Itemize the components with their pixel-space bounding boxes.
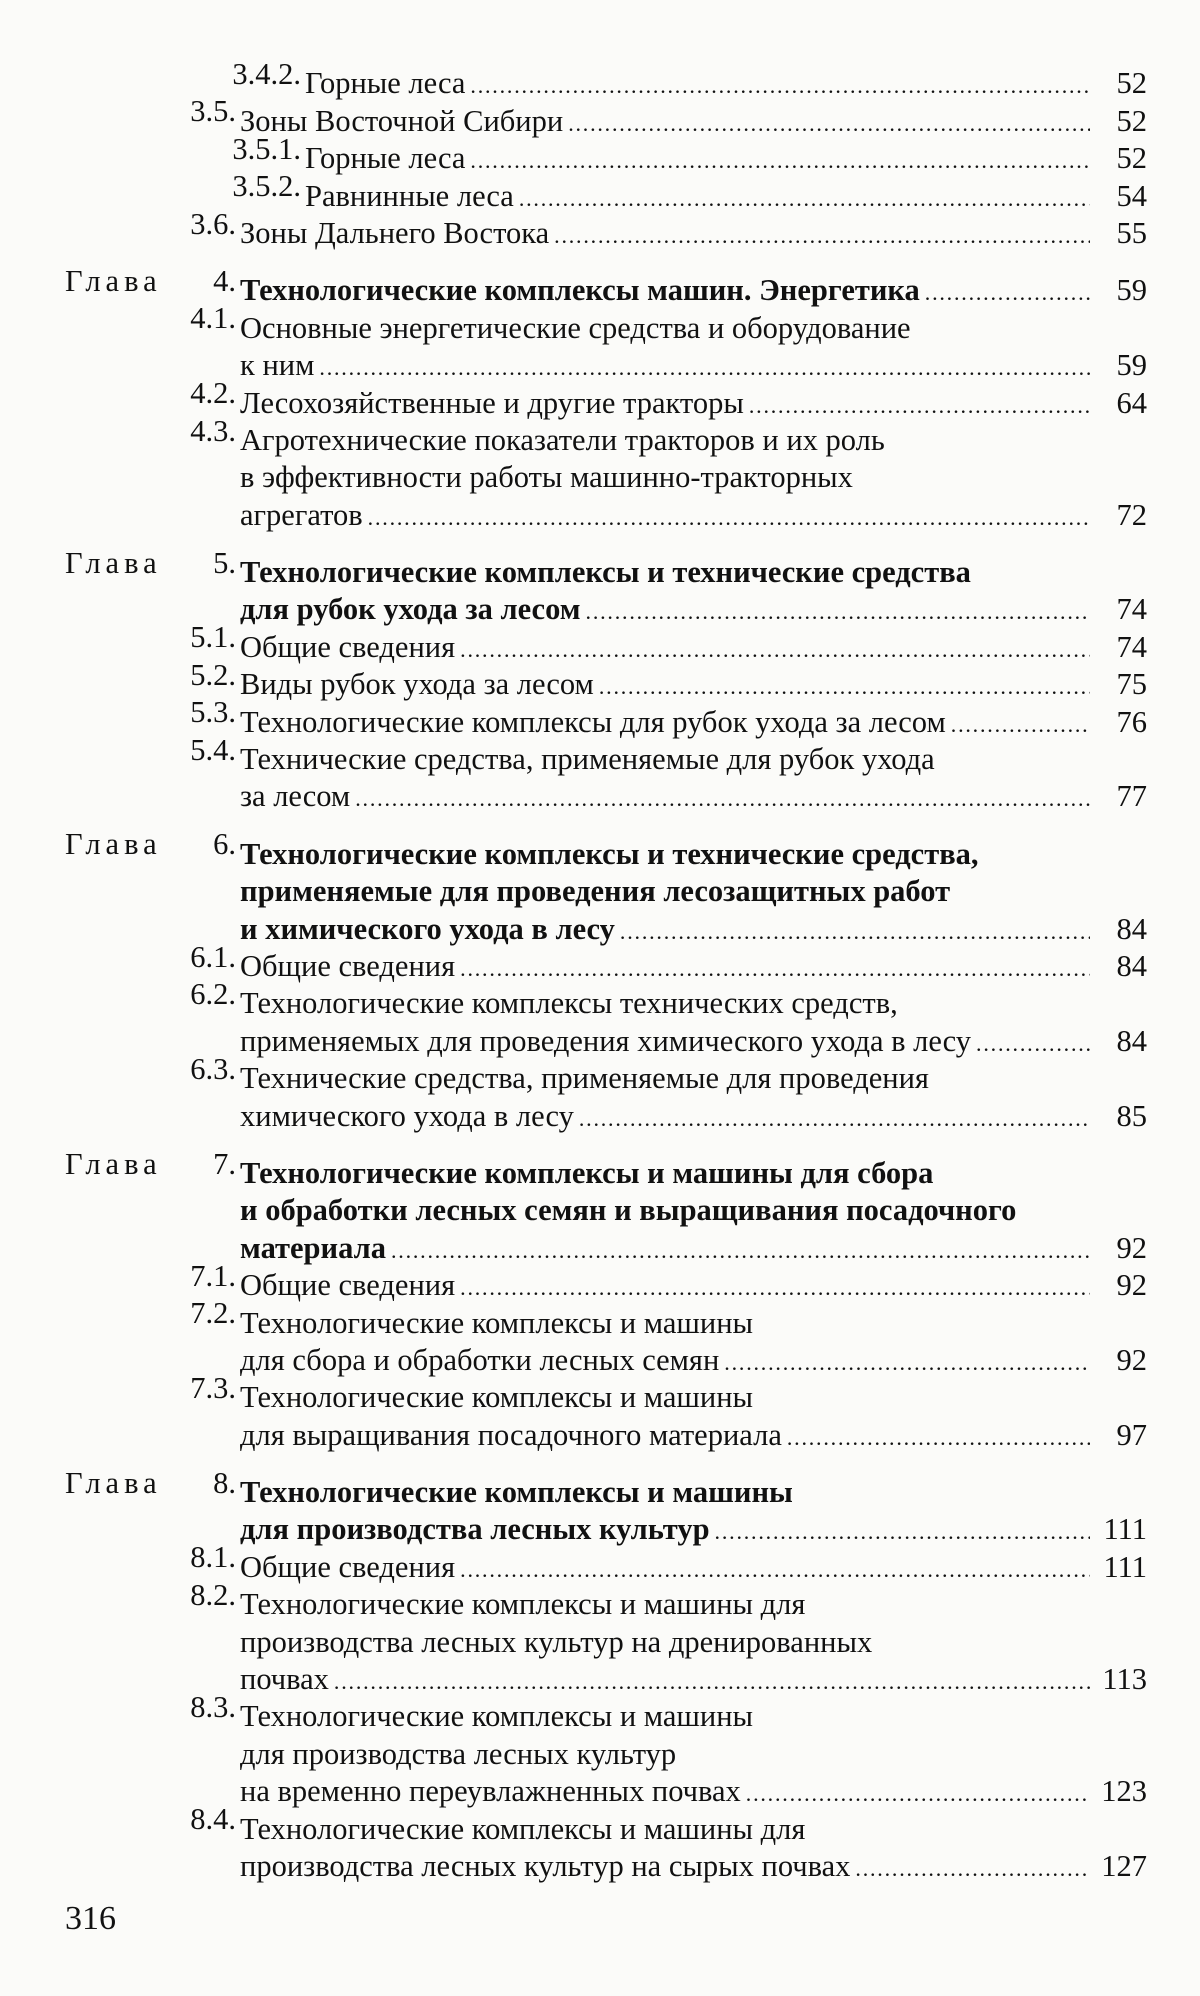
dot-leader: [787, 1419, 1090, 1456]
dot-leader: [976, 1025, 1090, 1062]
toc-chapter: [0, 1465, 1200, 1547]
toc-line: [0, 1465, 1200, 1510]
toc-page: 74: [1116, 629, 1147, 664]
dot-leader: [319, 349, 1090, 386]
toc-title: Лесохозяйственные и другие тракторы: [240, 385, 744, 420]
toc-title: Общие сведения: [240, 1268, 456, 1303]
toc-number: 6.2.: [190, 976, 236, 1011]
dot-leader: [855, 1850, 1090, 1887]
toc-page: 113: [1102, 1662, 1147, 1697]
toc-title: Общие сведения: [240, 629, 456, 664]
toc-title: химического ухода в лесу: [240, 1098, 574, 1133]
toc-line: [0, 826, 1200, 871]
toc-line: [0, 56, 1200, 101]
dot-leader: [925, 274, 1090, 311]
toc-number: 5.4.: [190, 732, 236, 767]
chapter-word: Глава: [65, 1146, 162, 1181]
toc-title: Горные леса: [305, 66, 466, 101]
toc-title: Технические средства, применяемые для проведения: [240, 1061, 929, 1096]
toc-page: 92: [1116, 1342, 1147, 1377]
toc-title: к ним: [240, 348, 315, 383]
toc-title: Технологические комплексы и машины для: [240, 1811, 806, 1846]
toc-title: Технологические комплексы и машины: [240, 1380, 754, 1415]
dot-leader: [391, 1232, 1090, 1269]
toc-page: 74: [1116, 592, 1147, 627]
toc-title: Технологические комплексы и машины: [240, 1699, 754, 1734]
toc-title: для рубок ухода за лесом: [240, 592, 581, 627]
toc-number: 3.5.2.: [232, 169, 301, 204]
toc-chapter: [0, 545, 1200, 627]
table-of-contents: [0, 56, 1200, 1883]
toc-title: Зоны Восточной Сибири: [240, 103, 564, 138]
dot-leader: [460, 631, 1090, 668]
toc-title: производства лесных культур на сырых почвах: [240, 1848, 851, 1883]
chapter-word: Глава: [65, 263, 162, 298]
toc-page: 123: [1101, 1774, 1147, 1809]
toc-page: 84: [1116, 911, 1147, 946]
toc-title: Общие сведения: [240, 1549, 456, 1584]
dot-leader: [599, 668, 1090, 705]
toc-entry: [0, 1689, 1200, 1809]
dot-leader: [746, 1775, 1090, 1812]
toc-page: 85: [1116, 1098, 1147, 1133]
toc-chapter: [0, 263, 1200, 308]
toc-number: 7.: [213, 1146, 236, 1181]
toc-title: Технологические комплексы и технические средства,: [240, 836, 979, 871]
dot-leader: [724, 1344, 1090, 1381]
toc-title: Зоны Дальнего Востока: [240, 215, 550, 250]
toc-number: 8.4.: [190, 1802, 236, 1837]
toc-number: 4.: [213, 263, 236, 298]
toc-page: 127: [1101, 1848, 1147, 1883]
toc-title: Технологические комплексы и технические средства: [240, 555, 971, 590]
toc-entry: [0, 56, 1200, 101]
toc-number: 8.3.: [190, 1690, 236, 1725]
toc-title: для сбора и обработки лесных семян: [240, 1342, 720, 1377]
toc-number: 6.3.: [190, 1051, 236, 1086]
dot-leader: [554, 217, 1090, 254]
dot-leader: [470, 67, 1090, 104]
toc-page: 54: [1116, 178, 1147, 213]
dot-leader: [355, 780, 1090, 817]
toc-page: 77: [1116, 779, 1147, 814]
toc-page: 97: [1116, 1417, 1147, 1452]
toc-page: 52: [1116, 141, 1147, 176]
toc-title: за лесом: [240, 779, 351, 814]
toc-title: Общие сведения: [240, 948, 456, 983]
toc-page: 84: [1116, 948, 1147, 983]
dot-leader: [568, 105, 1090, 142]
toc-entry: [0, 1295, 1200, 1377]
toc-title: Горные леса: [305, 141, 466, 176]
toc-number: 5.2.: [190, 657, 236, 692]
toc-chapter: [0, 1146, 1200, 1265]
toc-title: материала: [240, 1230, 386, 1265]
toc-entry: [0, 1577, 1200, 1697]
chapter-word: Глава: [65, 827, 162, 862]
dot-leader: [586, 593, 1090, 630]
chapter-word: Глава: [65, 545, 162, 580]
dot-leader: [334, 1663, 1090, 1700]
toc-title: Технологические комплексы технических средств,: [240, 986, 898, 1021]
toc-line: [0, 1146, 1200, 1190]
toc-title: Технологические комплексы для рубок ухода за лесом: [240, 704, 946, 739]
toc-entry: [0, 732, 1200, 814]
toc-title: производства лесных культур на дренированных: [240, 1624, 873, 1659]
chapter-word: Глава: [65, 1465, 162, 1500]
toc-entry: [0, 976, 1200, 1058]
toc-title: применяемых для проведения химического ухода в лесу: [240, 1023, 972, 1058]
toc-title: Технологические комплексы и машины для сбора: [240, 1155, 934, 1190]
toc-title: агрегатов: [240, 497, 363, 532]
toc-number: 7.1.: [190, 1258, 236, 1293]
toc-number: 8.1.: [190, 1540, 236, 1575]
toc-number: 3.5.1.: [232, 131, 301, 166]
dot-leader: [368, 499, 1090, 536]
dot-leader: [579, 1100, 1090, 1137]
page-number: 316: [65, 1900, 116, 1937]
toc-number: 8.: [213, 1465, 236, 1500]
toc-title: почвах: [240, 1662, 329, 1697]
toc-number: 7.2.: [190, 1296, 236, 1331]
dot-leader: [460, 1551, 1090, 1588]
toc-page: 52: [1116, 66, 1147, 101]
toc-page: 52: [1116, 103, 1147, 138]
toc-page: 59: [1116, 348, 1147, 383]
toc-title: Технологические комплексы машин. Энергетика: [240, 273, 920, 308]
toc-line: [0, 263, 1200, 308]
dot-leader: [715, 1513, 1090, 1550]
toc-title: Технологические комплексы и машины: [240, 1475, 793, 1510]
toc-title: Равнинные леса: [305, 178, 514, 213]
dot-leader: [460, 1269, 1090, 1306]
toc-entry: [0, 1801, 1200, 1883]
toc-page: 75: [1116, 667, 1147, 702]
toc-number: 8.2.: [190, 1577, 236, 1612]
dot-leader: [460, 950, 1090, 987]
toc-number: 4.3.: [190, 413, 236, 448]
toc-page: 72: [1116, 497, 1147, 532]
toc-page: 92: [1116, 1268, 1147, 1303]
toc-number: 6.1.: [190, 939, 236, 974]
toc-entry: [0, 413, 1200, 532]
toc-title: Технологические комплексы и машины: [240, 1305, 754, 1340]
toc-title: Технологические комплексы и машины для: [240, 1587, 806, 1622]
toc-title: и обработки лесных семян и выращивания посадочного: [240, 1193, 1017, 1228]
toc-title: для производства лесных культур: [240, 1736, 677, 1771]
toc-page: 111: [1103, 1549, 1147, 1584]
toc-number: 4.2.: [190, 376, 236, 411]
toc-number: 3.6.: [190, 206, 236, 241]
toc-entry: [0, 1370, 1200, 1452]
toc-title: в эффективности работы машинно-тракторных: [240, 460, 853, 495]
toc-number: 4.1.: [190, 301, 236, 336]
dot-leader: [620, 913, 1090, 950]
toc-title: Технические средства, применяемые для рубок ухода: [240, 742, 935, 777]
dot-leader: [470, 142, 1090, 179]
toc-number: 5.1.: [190, 620, 236, 655]
toc-entry: [0, 300, 1200, 383]
toc-number: 5.: [213, 545, 236, 580]
toc-page: 64: [1116, 385, 1147, 420]
toc-number: 3.5.: [190, 94, 236, 129]
toc-title: Агротехнические показатели тракторов и их роль: [240, 422, 885, 457]
dot-leader: [749, 387, 1090, 424]
toc-chapter: [0, 826, 1200, 946]
toc-page: 84: [1116, 1023, 1147, 1058]
toc-title: и химического ухода в лесу: [240, 911, 615, 946]
toc-title: для производства лесных культур: [240, 1512, 710, 1547]
toc-title: Виды рубок ухода за лесом: [240, 667, 594, 702]
toc-number: 7.3.: [190, 1370, 236, 1405]
toc-page: 55: [1116, 215, 1147, 250]
toc-title: для выращивания посадочного материала: [240, 1417, 782, 1452]
toc-title: применяемые для проведения лесозащитных работ: [240, 874, 951, 909]
dot-leader: [951, 706, 1090, 743]
toc-page: 111: [1103, 1512, 1147, 1547]
toc-number: 5.3.: [190, 695, 236, 730]
toc-page: 59: [1116, 273, 1147, 308]
toc-title: Основные энергетические средства и оборудование: [240, 310, 911, 345]
toc-entry: [0, 1051, 1200, 1133]
toc-line: [0, 545, 1200, 590]
toc-page: 92: [1116, 1230, 1147, 1265]
toc-title: на временно переувлажненных почвах: [240, 1774, 741, 1809]
toc-number: 6.: [213, 827, 236, 862]
dot-leader: [519, 180, 1090, 217]
toc-page: 76: [1116, 704, 1147, 739]
toc-number: 3.4.2.: [232, 57, 301, 91]
